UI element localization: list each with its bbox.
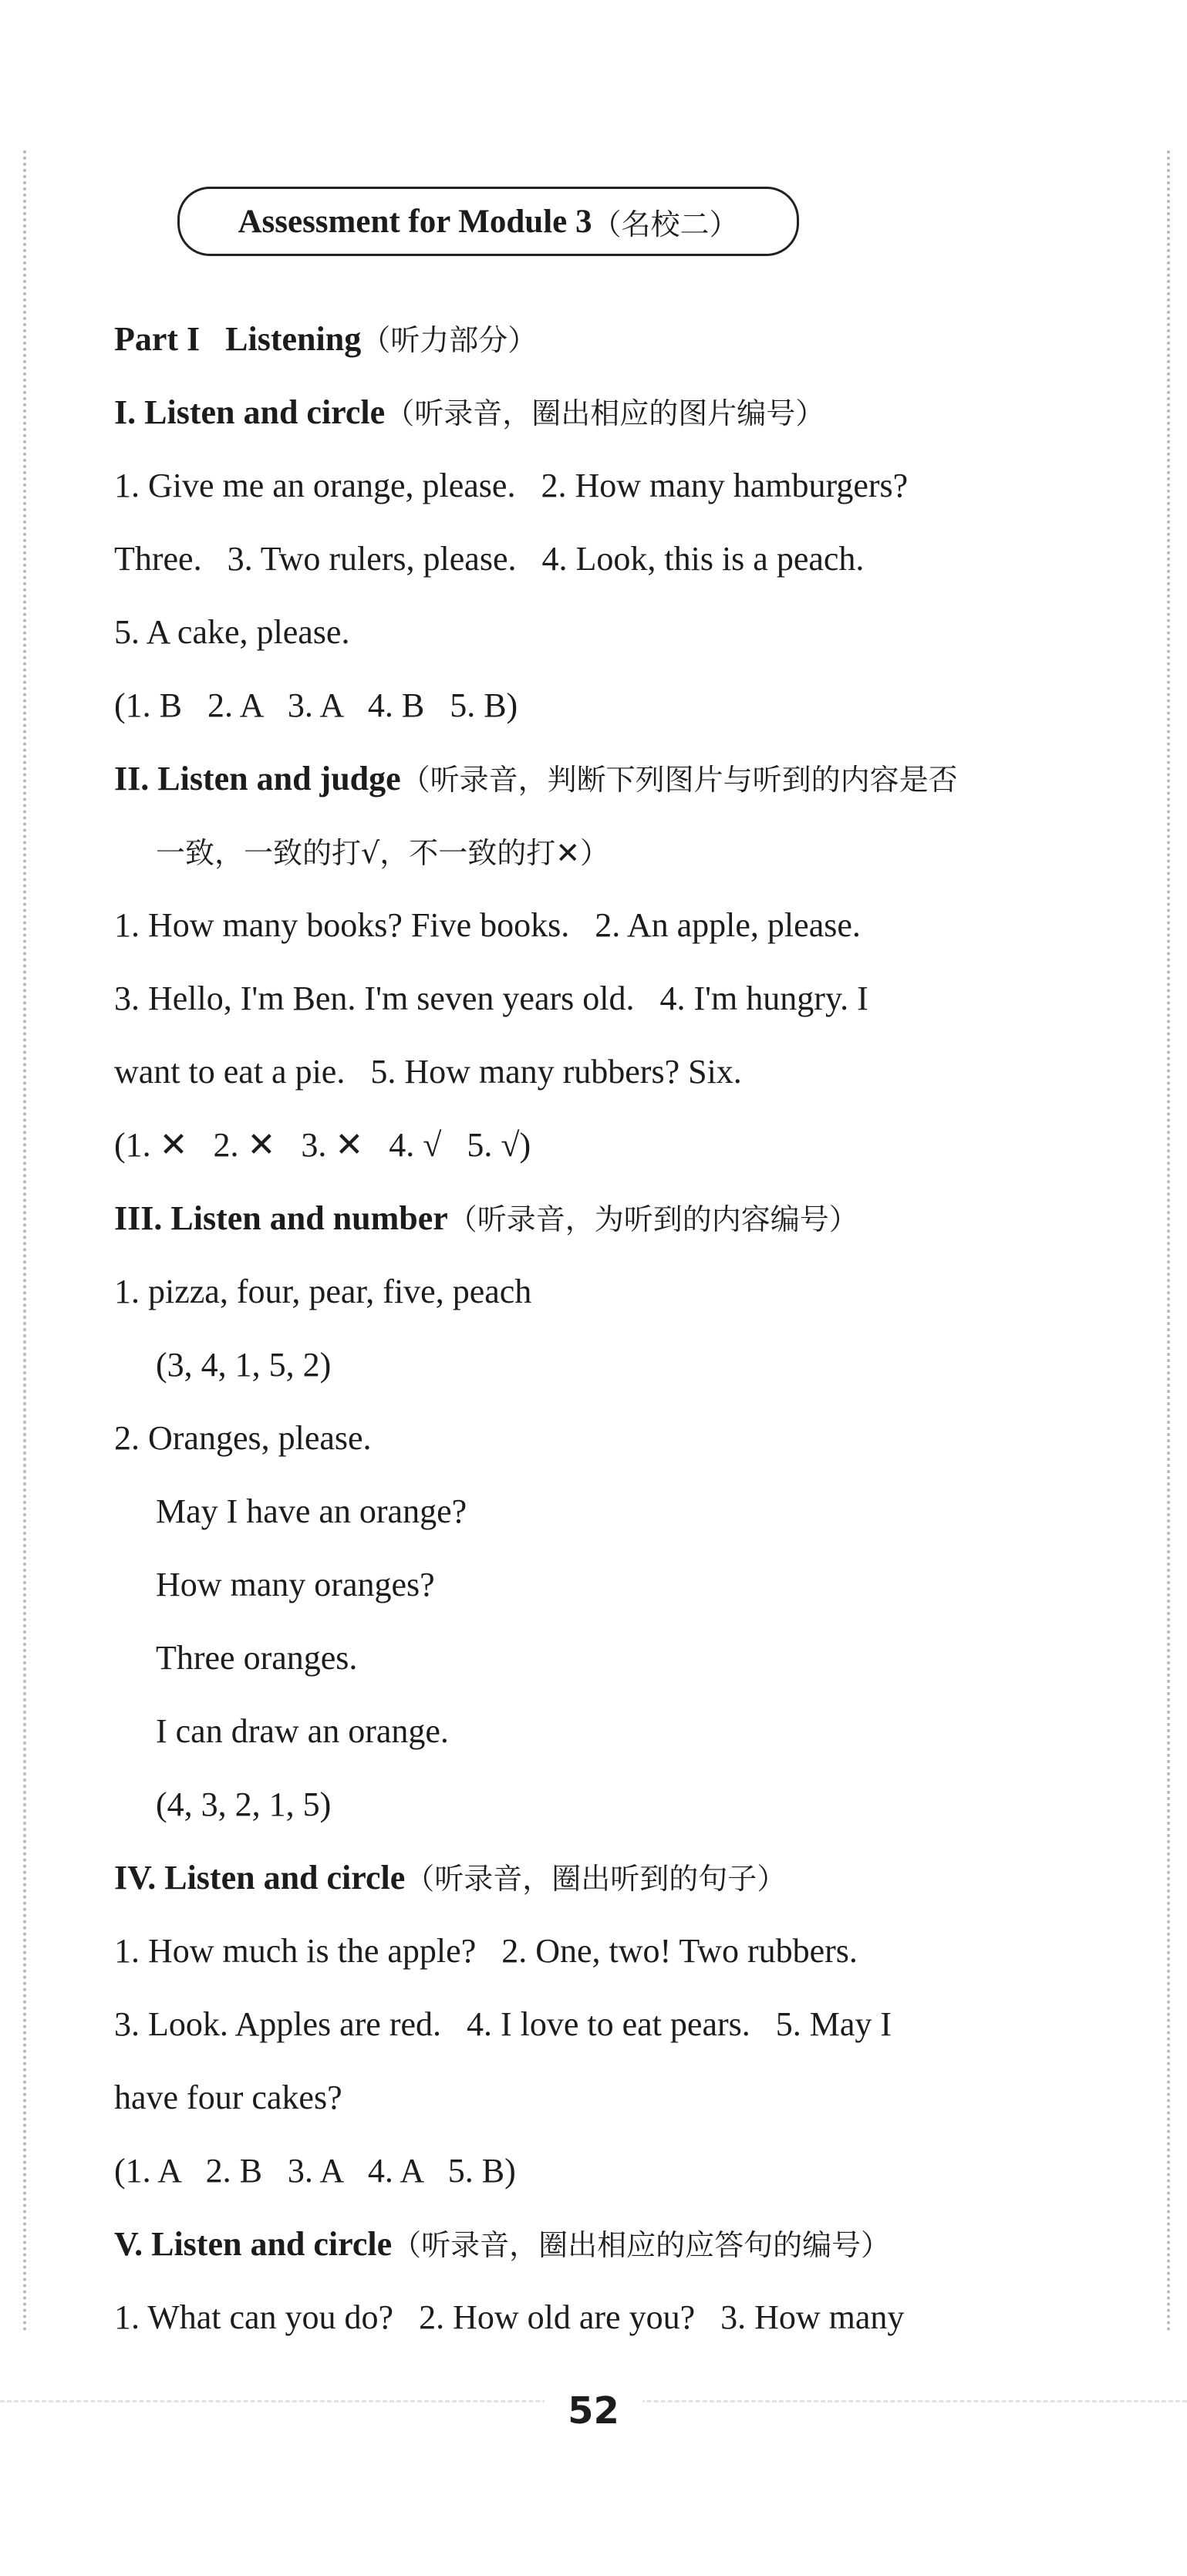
section-3-item-2-line: How many oranges? <box>156 1566 435 1603</box>
section-2-title: II. Listen and judge <box>114 760 401 797</box>
section-1-heading <box>114 389 824 436</box>
section-3-item-2: 2. Oranges, please. <box>114 1419 372 1457</box>
section-1-title: I. Listen and circle <box>114 393 386 431</box>
section-4-heading <box>114 1855 786 1901</box>
section-5-title: V. Listen and circle <box>114 2225 393 2263</box>
right-margin-dots <box>1167 150 1170 2333</box>
section-2-heading-cont <box>156 829 609 875</box>
section-1-line: Three. 3. Two rulers, please. 4. Look, this is a peach. <box>114 540 865 578</box>
section-3-item-1: 1. pizza, four, pear, five, peach <box>114 1273 532 1310</box>
section-5-cn: （听录音，圈出相应的应答句的编号） <box>392 2228 891 2262</box>
section-3-title: III. Listen and number <box>114 1199 448 1237</box>
section-2-line: 1. How many books? Five books. 2. An apple, please. <box>114 906 861 944</box>
section-4-title: IV. Listen and circle <box>114 1859 406 1897</box>
section-3-item-2-line: May I have an orange? <box>156 1492 467 1530</box>
section-4-cn: （听录音，圈出听到的句子） <box>405 1862 787 1896</box>
section-2-cn: （听录音，判断下列图片与听到的内容是否 <box>400 763 958 797</box>
section-1-answers: (1. B 2. A 3. A 4. B 5. B) <box>114 686 518 724</box>
left-margin-dots <box>23 150 26 2333</box>
part-heading <box>114 316 537 362</box>
page-title <box>177 187 799 256</box>
section-2-answers: (1. ✕ 2. ✕ 3. ✕ 4. √ 5. √) <box>114 1126 531 1164</box>
section-5-heading <box>114 2221 890 2267</box>
section-1-cn: （听录音，圈出相应的图片编号） <box>385 396 825 430</box>
part-cn: （听力部分） <box>361 323 538 357</box>
section-5-line: 1. What can you do? 2. How old are you? 3. How many <box>114 2298 905 2336</box>
section-4-line: 1. How much is the apple? 2. One, two! Two rubbers. <box>114 1932 858 1970</box>
section-3-item-2-line: I can draw an orange. <box>156 1712 449 1750</box>
section-2-cn-cont: 一致，一致的打√，不一致的打✕） <box>156 836 610 870</box>
section-2-line: want to eat a pie. 5. How many rubbers? Six. <box>114 1053 742 1091</box>
part-label: Part I Listening <box>114 320 362 358</box>
section-4-answers: (1. A 2. B 3. A 4. A 5. B) <box>114 2152 516 2190</box>
section-4-line: have four cakes? <box>114 2079 342 2116</box>
section-2-line: 3. Hello, I'm Ben. I'm seven years old. 4. I'm hungry. I <box>114 979 868 1017</box>
section-3-answers-2: (4, 3, 2, 1, 5) <box>156 1785 332 1823</box>
section-1-line: 5. A cake, please. <box>114 613 350 651</box>
section-3-item-2-line: Three oranges. <box>156 1639 358 1677</box>
page-number-text: 52 <box>545 2389 642 2433</box>
section-4-line: 3. Look. Apples are red. 4. I love to eat pears. 5. May I <box>114 2005 892 2043</box>
section-3-answers-1: (3, 4, 1, 5, 2) <box>156 1346 332 1384</box>
title-text: Assessment for Module 3 <box>238 203 592 240</box>
section-3-heading <box>114 1195 858 1242</box>
title-cn: （名校二） <box>592 207 739 241</box>
section-1-line: 1. Give me an orange, please. 2. How many hamburgers? <box>114 467 909 504</box>
section-3-cn: （听录音，为听到的内容编号） <box>447 1202 858 1236</box>
page-number <box>0 2389 1187 2433</box>
section-2-heading <box>114 756 958 802</box>
